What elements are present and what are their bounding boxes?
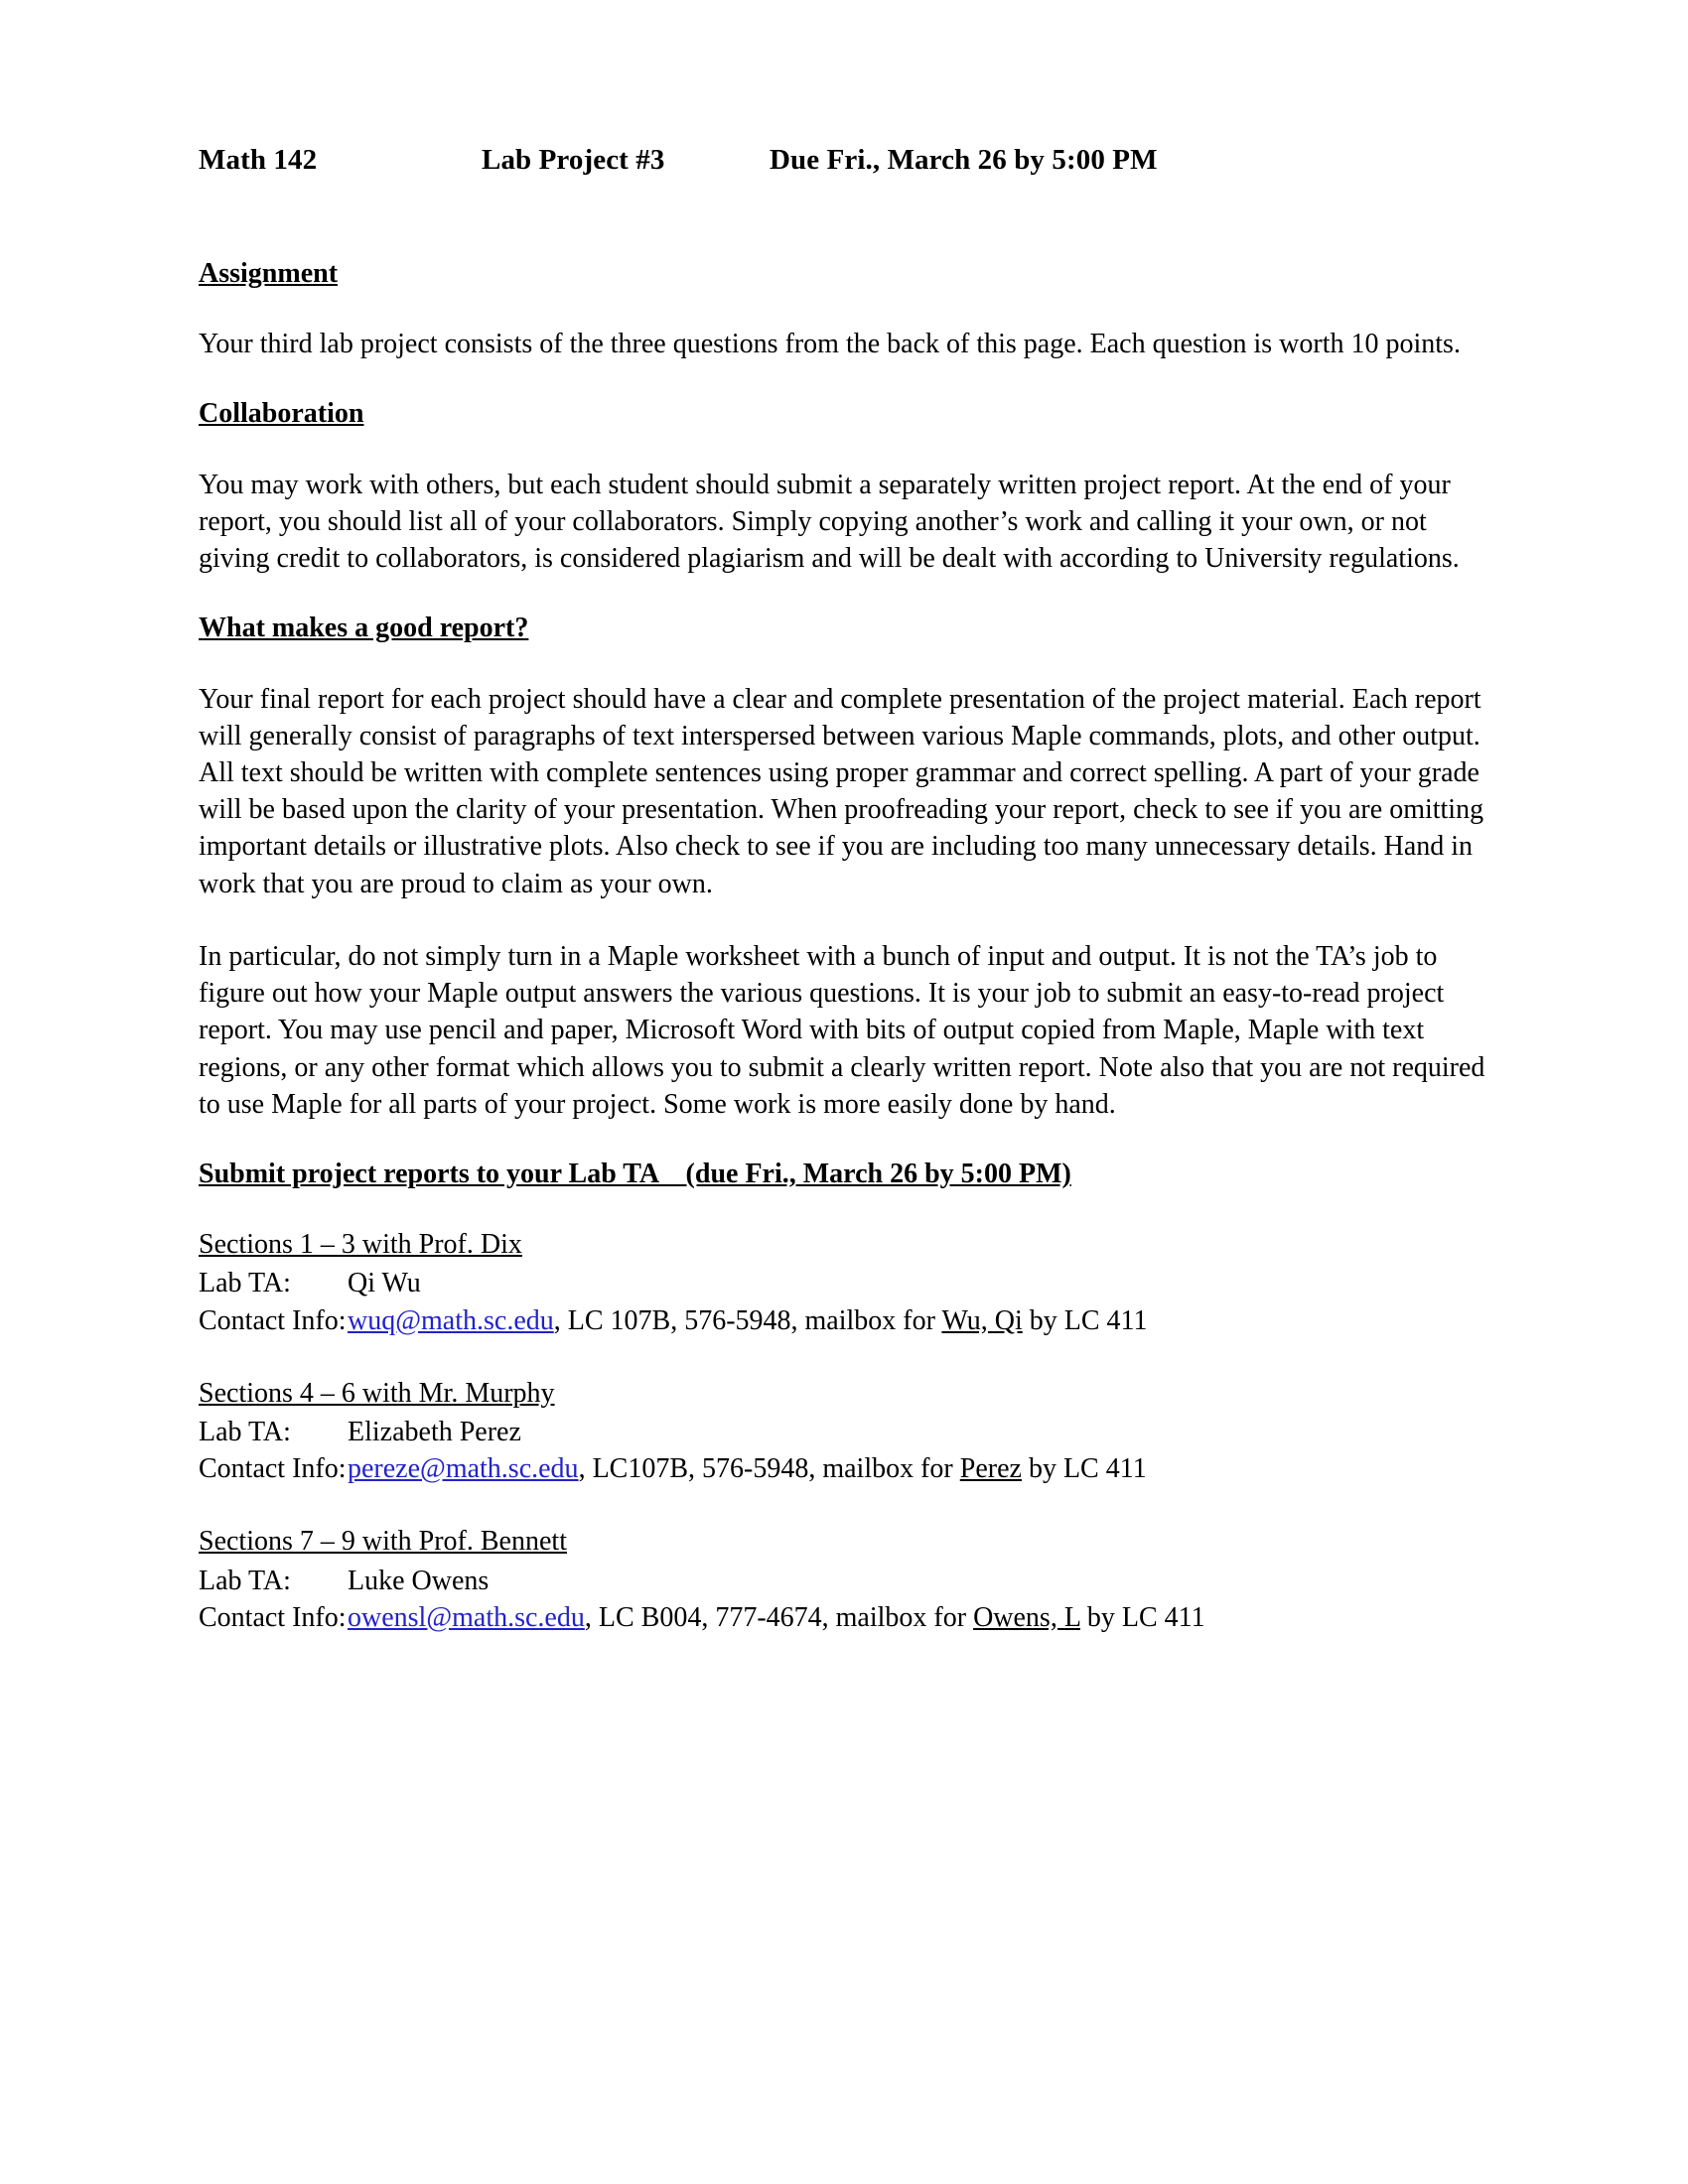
ta-contact-line <box>199 1302 1489 1339</box>
good-report-paragraph-1: Your final report for each project should have a clear and complete presentation of the project material. Each report will generally consist of paragraphs of text interspersed between various Maple commands, plots, and other output. All text should be written with complete sentences using proper grammar and correct spelling. A part of your grade will be based upon the clarity of your presentation. When proofreading your report, check to see if you are omitting important details or illustrative plots. Also check to see if you are including too many unnecessary details. Hand in work that you are proud to claim as your own. <box>199 683 1484 899</box>
ta-sections-label: Sections 1 – 3 with Prof. Dix <box>199 1229 522 1261</box>
submit-reports-heading: Submit project reports to your Lab TA (due Fri., March 26 by 5:00 PM) <box>199 1159 1071 1190</box>
collaboration-heading: Collaboration <box>199 398 364 430</box>
ta-mailbox-name: Perez <box>959 1453 1022 1485</box>
contact-info-label: Contact Info: <box>199 1601 347 1633</box>
ta-name-line <box>199 1265 1489 1301</box>
collaboration-paragraph: You may work with others, but each student should submit a separately written project report. At the end of your report, you should list all of your collaborators. Simply copying another’s work and calling it your own, or not giving credit to collaborators, is considered plagiarism and will be dealt with according to University regulations. <box>199 469 1460 575</box>
collaboration-section <box>199 398 1489 466</box>
ta-sections-label: Sections 4 – 6 with Mr. Murphy <box>199 1377 555 1409</box>
contact-info-label: Contact Info: <box>199 1453 347 1485</box>
lab-ta-label: Lab TA: <box>199 1565 291 1596</box>
ta-block <box>199 1375 1489 1488</box>
ta-contact-tail: by LC 411 <box>1022 1304 1148 1336</box>
lab-ta-label: Lab TA: <box>199 1268 291 1299</box>
document-header <box>199 144 1489 177</box>
good-report-heading: What makes a good report? <box>199 613 529 644</box>
ta-contact-line <box>199 1450 1489 1487</box>
ta-email-link[interactable]: wuq@math.sc.edu <box>348 1304 554 1336</box>
ta-name: Elizabeth Perez <box>348 1417 521 1448</box>
assignment-paragraph: Your third lab project consists of the three questions from the back of this page. Each question is worth 10 points. <box>199 329 1461 360</box>
good-report-paragraph-2: In particular, do not simply turn in a Maple worksheet with a bunch of input and output. It is not the TA’s job to figure out how your Maple output answers the various questions. It is your job to submit an easy-to-read project report. You may use pencil and paper, Microsoft Word with bits of output copied from Maple, Maple with text regions, or any other format which allows you to submit a clearly written report. Note also that you are not required to use Maple for all parts of your project. Some work is more easily done by hand. <box>199 940 1485 1120</box>
assignment-heading: Assignment <box>199 258 339 289</box>
ta-name-line <box>199 1563 1489 1599</box>
header-project-title: Lab Project #3 <box>482 144 665 176</box>
good-report-section <box>199 613 1489 680</box>
ta-email-link[interactable]: owensl@math.sc.edu <box>348 1601 585 1633</box>
ta-block <box>199 1226 1489 1339</box>
ta-contact-tail: by LC 411 <box>1079 1601 1205 1633</box>
ta-contact-detail: , LC B004, 777-4674, mailbox for <box>584 1601 974 1633</box>
lab-ta-label: Lab TA: <box>199 1417 291 1448</box>
ta-mailbox-name: Owens, L <box>973 1601 1080 1633</box>
header-due-date: Due Fri., March 26 by 5:00 PM <box>770 144 1158 176</box>
ta-contact-line <box>199 1599 1489 1636</box>
ta-mailbox-name: Wu, Qi <box>941 1304 1023 1336</box>
ta-name: Luke Owens <box>348 1565 490 1596</box>
ta-name: Qi Wu <box>348 1268 421 1299</box>
ta-name-line <box>199 1414 1489 1450</box>
contact-info-label: Contact Info: <box>199 1304 347 1336</box>
header-course-label: Math 142 <box>199 144 318 176</box>
submit-section <box>199 1159 1489 1226</box>
ta-email-link[interactable]: pereze@math.sc.edu <box>348 1453 579 1485</box>
ta-block <box>199 1523 1489 1636</box>
ta-sections-label: Sections 7 – 9 with Prof. Bennett <box>199 1526 567 1558</box>
ta-contact-detail: , LC 107B, 576-5948, mailbox for <box>553 1304 942 1336</box>
ta-contact-tail: by LC 411 <box>1021 1453 1147 1485</box>
assignment-section <box>199 258 1489 326</box>
ta-contact-detail: , LC107B, 576-5948, mailbox for <box>578 1453 960 1485</box>
